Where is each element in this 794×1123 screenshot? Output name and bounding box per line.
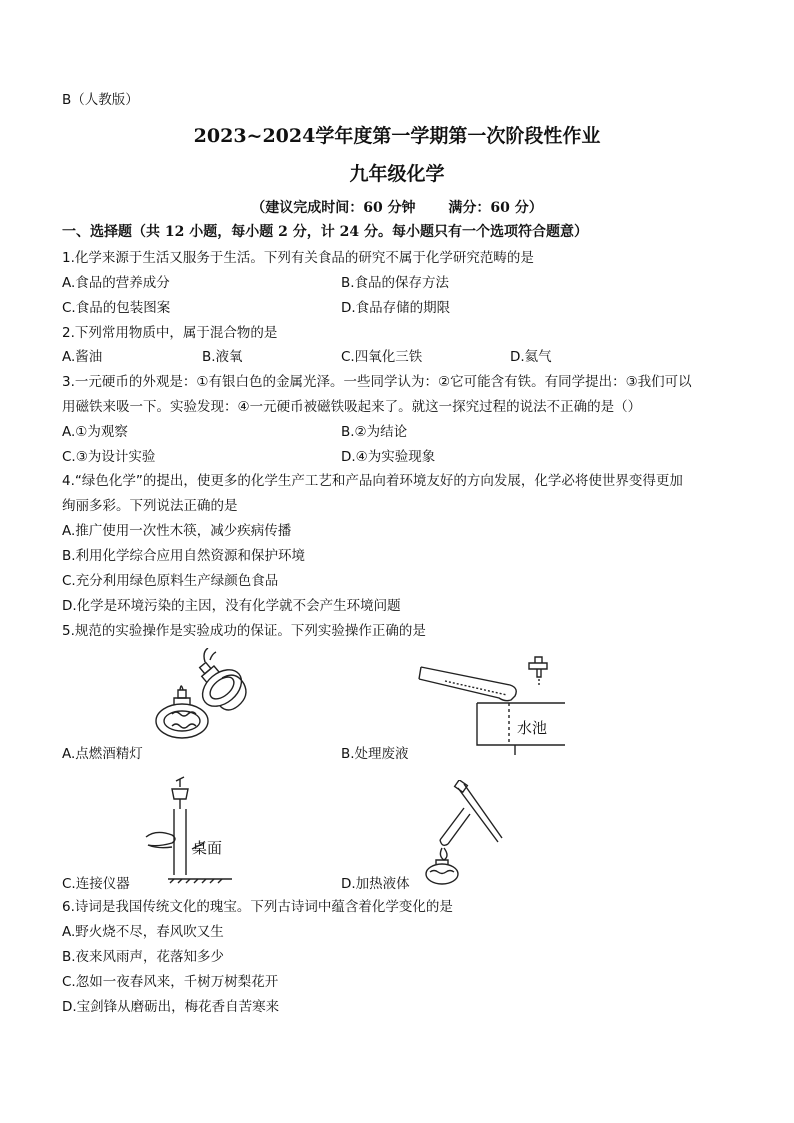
q3-option-b: B.②为结论 xyxy=(341,424,408,440)
figure-a-lighting-lamp xyxy=(150,648,255,743)
q5-stem: 5.规范的实验操作是实验成功的保证。下列实验操作正确的是 xyxy=(62,623,426,639)
q3-option-a: A.①为观察 xyxy=(62,424,128,440)
q2-stem: 2.下列常用物质中，属于混合物的是 xyxy=(62,325,278,341)
q5-option-c: C.连接仪器 xyxy=(62,876,130,892)
q4-option-d: D.化学是环境污染的主因，没有化学就不会产生环境问题 xyxy=(62,598,401,614)
q4-option-c: C.充分利用绿色原料生产绿颜色食品 xyxy=(62,573,279,589)
q3-stem-line2: 用磁铁来吸一下。实验发现：④一元硬币被磁铁吸起来了。就这一探究过程的说法不正确的是（） xyxy=(62,399,642,415)
q1-stem: 1.化学来源于生活又服务于生活。下列有关食品的研究不属于化学研究范畴的是 xyxy=(62,250,534,266)
q5-option-d: D.加热液体 xyxy=(341,876,410,892)
q1-option-d: D.食品存储的期限 xyxy=(341,300,451,316)
q1-option-c: C.食品的包装图案 xyxy=(62,300,171,316)
exam-subject: 九年级化学 xyxy=(349,163,445,185)
q6-stem: 6.诗词是我国传统文化的瑰宝。下列古诗词中蕴含着化学变化的是 xyxy=(62,899,453,915)
q6-option-d: D.宝剑锋从磨砺出，梅花香自苦寒来 xyxy=(62,999,280,1015)
sink-label: 水池 xyxy=(517,719,548,737)
q5-option-a: A.点燃酒精灯 xyxy=(62,746,143,762)
figure-c-connecting-instruments xyxy=(140,775,265,887)
q6-option-a: A.野火烧不尽，春风吹又生 xyxy=(62,924,224,940)
q2-option-b: B.液氧 xyxy=(202,349,243,365)
exam-info: （建议完成时间：60 分钟 满分：60 分） xyxy=(251,200,543,216)
q1-option-a: A.食品的营养成分 xyxy=(62,275,170,291)
desk-label: 桌面 xyxy=(192,839,223,857)
q2-option-d: D.氦气 xyxy=(510,349,552,365)
q2-option-c: C.四氧化三铁 xyxy=(341,349,423,365)
q5-option-b: B.处理废液 xyxy=(341,746,409,762)
edition-label: B（人教版） xyxy=(62,92,139,108)
q4-stem-line2: 绚丽多彩。下列说法正确的是 xyxy=(62,498,238,514)
section-heading: 一、选择题（共 12 小题，每小题 2 分，计 24 分。每小题只有一个选项符合题意） xyxy=(62,224,588,240)
figure-d-heating-liquid xyxy=(418,780,503,890)
q4-option-b: B.利用化学综合应用自然资源和保护环境 xyxy=(62,548,306,564)
q6-option-b: B.夜来风雨声，花落知多少 xyxy=(62,949,225,965)
q4-option-a: A.推广使用一次性木筷，减少疾病传播 xyxy=(62,523,292,539)
q3-option-d: D.④为实验现象 xyxy=(341,449,436,465)
q3-stem-line1: 3.一元硬币的外观是：①有银白色的金属光泽。一些同学认为：②它可能含有铁。有同学提出：③我们可以 xyxy=(62,374,692,390)
figure-b-waste-disposal xyxy=(415,655,565,755)
q1-option-b: B.食品的保存方法 xyxy=(341,275,450,291)
q2-option-a: A.酱油 xyxy=(62,349,103,365)
q3-option-c: C.③为设计实验 xyxy=(62,449,156,465)
exam-title: 2023~2024学年度第一学期第一次阶段性作业 xyxy=(193,125,601,147)
q4-stem-line1: 4.“绿色化学”的提出，使更多的化学生产工艺和产品向着环境友好的方向发展，化学必将使世界变得更加 xyxy=(62,473,683,489)
q6-option-c: C.忽如一夜春风来，千树万树梨花开 xyxy=(62,974,279,990)
